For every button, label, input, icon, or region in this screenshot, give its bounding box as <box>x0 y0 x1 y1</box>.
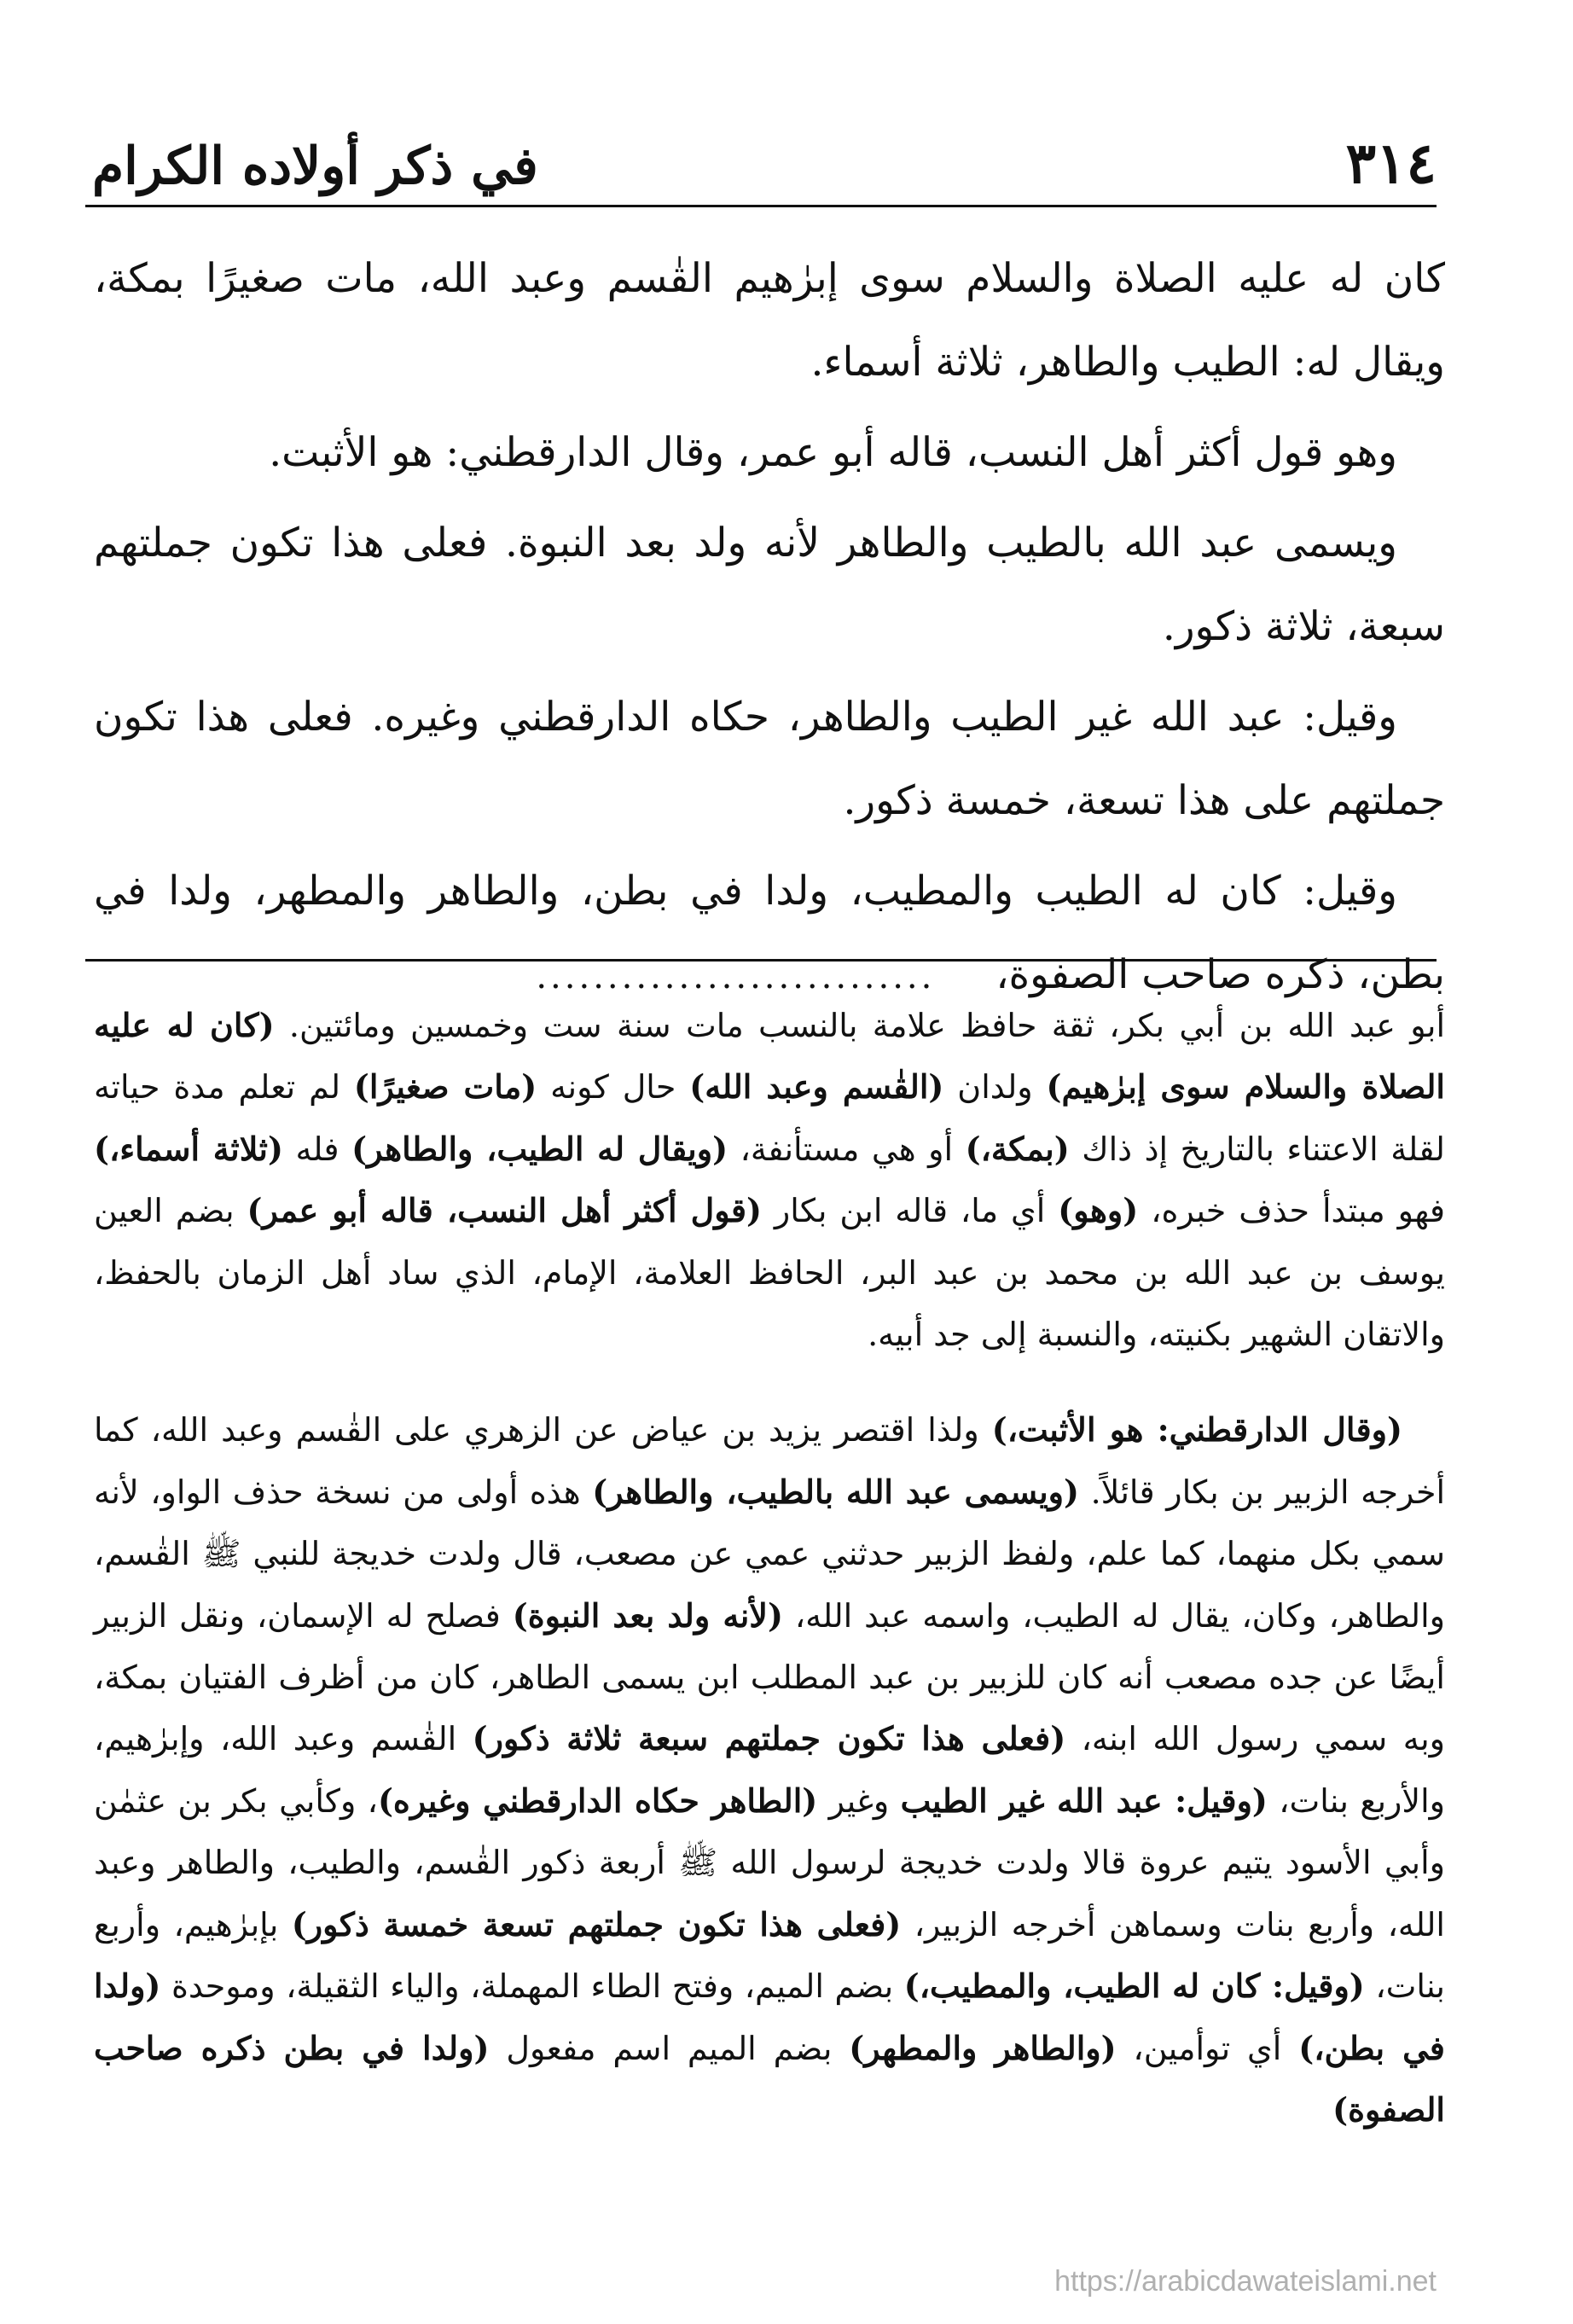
main-paragraph: وهو قول أكثر أهل النسب، قاله أبو عمر، وقال الدارقطني: هو الأثبت. <box>269 429 1397 476</box>
quoted-main-text: (وقيل: عبد الله غير الطيب <box>900 1781 1268 1820</box>
quoted-main-text: (كان له عليه الصلاة والسلام سوى إبرٰهيم) <box>94 1006 1445 1107</box>
running-title: في ذكر أولاده الكرام <box>92 137 538 196</box>
commentary-text-run: حال كونه <box>537 1068 690 1107</box>
quoted-main-text: (ثلاثة أسماء،) <box>94 1129 283 1168</box>
quoted-main-text: (قول أكثر أهل النسب، قاله أبو عمر) <box>247 1191 762 1230</box>
page-header <box>92 102 1437 196</box>
commentary-text-run: بضم الميم اسم مفعول <box>489 2029 850 2067</box>
commentary-text-run: فله <box>282 1130 352 1168</box>
quoted-main-text: (القٰسم وعبد الله) <box>689 1067 944 1107</box>
commentary-text-run: أي توأمين، <box>1116 2029 1299 2067</box>
quoted-main-text: (بمكة،) <box>965 1129 1070 1168</box>
commentary-text-run: القٰسم وعبد الله، وإبرٰهيم، والأربع بنات، <box>94 1720 1445 1820</box>
quoted-main-text: (ولدا في بطن ذكره صاحب الصفوة) <box>94 2028 1445 2129</box>
continuation-dots: ............................ <box>536 957 936 996</box>
quoted-main-text: (فعلى هذا تكون جملتهم سبعة ثلاثة ذكور) <box>472 1719 1066 1758</box>
commentary-text-run: أو هي مستأنفة، <box>728 1130 966 1168</box>
commentary-divider <box>85 959 1437 962</box>
main-paragraph-text: وقيل: كان له الطيب والمطيب، ولدا في بطن، والطاهر والمطهر، ولدا في بطن، ذكره صاحب الصفوة، <box>94 868 1445 998</box>
commentary-text-run: ولذا اقتصر يزيد بن عياض عن الزهري على القٰسم وعبد الله، كما أخرجه الزبير بن بكار قائلاً. <box>94 1411 1446 1511</box>
main-paragraph: كان له عليه الصلاة والسلام سوى إبرٰهيم القٰسم وعبد الله، مات صغيرًا بمكة، ويقال له: الطيب والطاهر، ثلاثة أسماء. <box>94 255 1445 386</box>
commentary-text-run: فهو مبتدأ حذف خبره، <box>1138 1192 1445 1230</box>
quoted-main-text: (والطاهر والمطهر) <box>849 2028 1117 2067</box>
commentary-text-run: أبو عبد الله بن أبي بكر، ثقة حافظ علامة بالنسب مات سنة ست وخمسين ومائتين. <box>274 1007 1446 1044</box>
quoted-main-text: (مات صغيرًا) <box>353 1067 537 1107</box>
quoted-main-text: (ويسمى عبد الله بالطيب، والطاهر) <box>592 1472 1079 1511</box>
quoted-main-text: (ولدا في بطن،) <box>94 1967 1445 2067</box>
quoted-main-text: (وهو) <box>1058 1191 1139 1230</box>
commentary-text <box>94 995 1445 2141</box>
commentary-text-run: ، وكأبي بكر بن عثمٰن وأبي الأسود يتيم عروة قالا ولدت خديجة لرسول الله ﷺ أربعة ذكور القٰسم، والطيب، والطاهر وعبد الله، وأربع بنات وسماهن أخرجه الزبير، <box>94 1781 1445 1943</box>
main-text <box>94 237 1445 1025</box>
commentary-paragraph <box>94 1399 1445 2141</box>
commentary-text-run: فصلح له الإسمان، ونقل الزبير أيضًا عن جده مصعب أنه كان للزبير بن عبد المطلب ابن يسمى الطاهر، كان من أظرف الفتيان بمكة، وبه سمي رسول الله ابنه، <box>94 1596 1446 1758</box>
main-paragraph: ويسمى عبد الله بالطيب والطاهر لأنه ولد بعد النبوة. فعلى هذا تكون جملتهم سبعة، ثلاثة ذكور. <box>94 520 1445 650</box>
quoted-main-text: (لأنه ولد بعد النبوة) <box>512 1595 783 1635</box>
commentary-text-run: بضم الميم، وفتح الطاء المهملة، والياء الثقيلة، وموحدة <box>160 1967 904 2006</box>
quoted-main-text: (وقيل: كان له الطيب، والمطيب،) <box>903 1967 1365 2006</box>
quoted-main-text: (وقال الدارقطني: هو الأثبت،) <box>991 1410 1402 1450</box>
quoted-main-text: (الطاهر حكاه الدارقطني وغيره) <box>377 1781 818 1820</box>
commentary-text-run: ولدان <box>943 1068 1047 1107</box>
quoted-main-text: (ويقال له الطيب، والطاهر) <box>351 1129 728 1168</box>
commentary-text-run: لم تعلم مدة حياته لقلة الاعتناء بالتاريخ إذ ذاك <box>94 1068 1446 1168</box>
watermark-url: https://arabicdawateislami.net <box>1054 2265 1437 2298</box>
page-number: ٣١٤ <box>1345 130 1437 196</box>
commentary-text-run: بإبرٰهيم، وأربع بنات، <box>94 1905 1445 2006</box>
commentary-text-run: بضم العين يوسف بن عبد الله بن محمد بن عبد البر، الحافظ العلامة، الإمام، الذي ساد أهل الزمان بالحفظ، والاتقان الشهير بكنيته، والنسبة إلى جد أبيه. <box>94 1192 1445 1354</box>
commentary-text-run: وغير <box>817 1781 901 1820</box>
commentary-text-run: أي ما، قاله ابن بكار <box>761 1192 1059 1230</box>
main-paragraph: وقيل: عبد الله غير الطيب والطاهر، حكاه الدارقطني وغيره. فعلى هذا تكون جملتهم على هذا تسعة، خمسة ذكور. <box>94 694 1445 824</box>
main-paragraph <box>94 850 1445 1019</box>
commentary-paragraph <box>94 995 1445 1365</box>
header-rule <box>85 205 1437 207</box>
commentary-text-run: هذه أولى من نسخة حذف الواو، لأنه سمي بكل منهما، كما علم، ولفظ الزبير حدثني عمي عن مصعب، قال ولدت خديجة للنبي ﷺ القٰسم، والطاهر، وكان، يقال له الطيب، واسمه عبد الله، <box>94 1473 1446 1635</box>
quoted-main-text: (فعلى هذا تكون جملتهم تسعة خمسة ذكور) <box>291 1904 902 1943</box>
